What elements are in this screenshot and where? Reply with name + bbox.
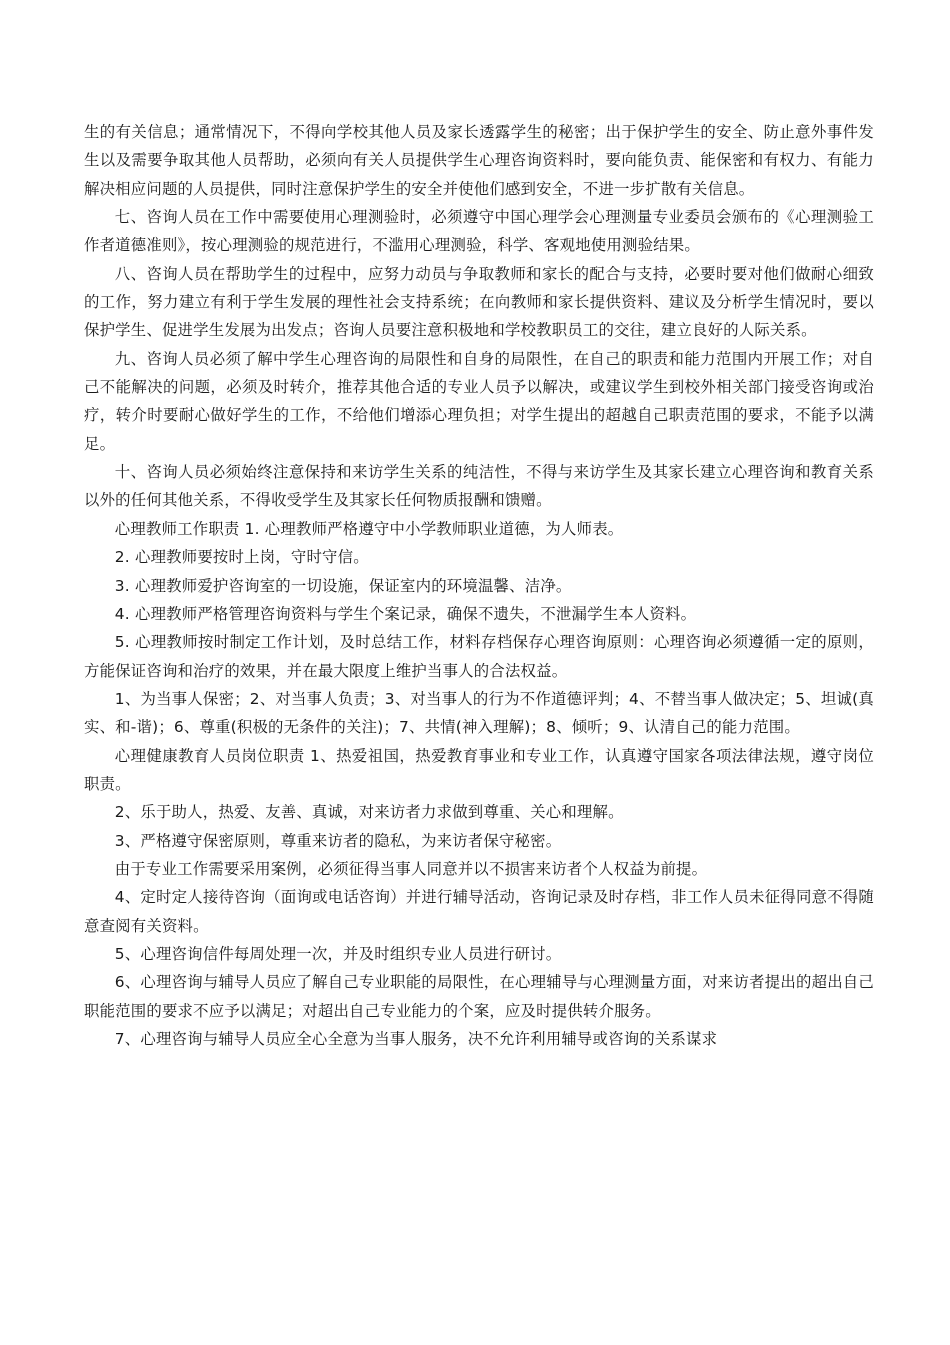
body-paragraph: 心理健康教育人员岗位职责 1、热爱祖国，热爱教育事业和专业工作，认真遵守国家各项法律法规，遵守岗位职责。 [84,746,874,793]
body-paragraph: 由于专业工作需要采用案例，必须征得当事人同意并以不损害来访者个人权益为前提。 [114,859,708,878]
body-paragraph: 7、心理咨询与辅导人员应全心全意为当事人服务，决不允许利用辅导或咨询的关系谋求 [114,1030,718,1048]
body-paragraph: 九、咨询人员必须了解中学生心理咨询的局限性和自身的局限性，在自己的职责和能力范围内开展工作；对自己不能解决的问题，必须及时转介，推荐其他合适的专业人员予以解决，或建议学生到校外相关部门接受咨询或治疗，转介时要耐心做好学生的工作，不给他们增添心理负担；对学生提出的超越自己职责范围的要求，不能予以满足。 [84,349,874,453]
body-paragraph: 生的有关信息；通常情况下，不得向学校其他人员及家长透露学生的秘密；出于保护学生的安全、防止意外事件发生以及需要争取其他人员帮助，必须向有关人员提供学生心理咨询资料时，要向能负责、能保密和有权力、有能力解决相应问题的人员提供，同时注意保护学生的安全并使他们感到安全，不进一步扩散有关信息。 [84,123,874,198]
body-paragraph: 6、心理咨询与辅导人员应了解自己专业职能的局限性，在心理辅导与心理测量方面，对来访者提出的超出自己职能范围的要求不应予以满足；对超出自己专业能力的个案，应及时提供转介服务。 [84,973,874,1020]
body-paragraph: 1、为当事人保密；2、对当事人负责；3、对当事人的行为不作道德评判；4、不替当事人做决定；5、坦诚(真实、和-谐)；6、尊重(积极的无条件的关注)；7、共情(神入理解)；8、倾听；9、认清自己的能力范围。 [84,689,874,737]
body-paragraph: 2、乐于助人，热爱、友善、真诚，对来访者力求做到尊重、关心和理解。 [114,803,624,822]
body-paragraph: 心理教师工作职责 1. 心理教师严格遵守中小学教师职业道德，为人师表。 [114,519,624,538]
body-paragraph: 5. 心理教师按时制定工作计划，及时总结工作，材料存档保存心理咨询原则：心理咨询必须遵循一定的原则，方能保证咨询和治疗的效果，并在最大限度上维护当事人的合法权益。 [84,633,874,680]
document-body [84,118,874,1053]
body-paragraph: 十、咨询人员必须始终注意保持和来访学生关系的纯洁性，不得与来访学生及其家长建立心理咨询和教育关系以外的任何其他关系，不得收受学生及其家长任何物质报酬和馈赠。 [84,463,874,510]
body-paragraph: 七、咨询人员在工作中需要使用心理测验时，必须遵守中国心理学会心理测量专业委员会颁布的《心理测验工作者道德准则》，按心理测验的规范进行，不滥用心理测验，科学、客观地使用测验结果。 [84,208,874,255]
body-paragraph: 4. 心理教师严格管理咨询资料与学生个案记录，确保不遗失，不泄漏学生本人资料。 [114,604,697,623]
body-paragraph: 八、咨询人员在帮助学生的过程中，应努力动员与争取教师和家长的配合与支持，必要时要对他们做耐心细致的工作，努力建立有利于学生发展的理性社会支持系统；在向教师和家长提供资料、建议及分析学生情况时，要以保护学生、促进学生发展为出发点；咨询人员要注意积极地和学校教职员工的交往，建立良好的人际关系。 [84,264,874,340]
body-paragraph: 5、心理咨询信件每周处理一次，并及时组织专业人员进行研讨。 [114,944,562,963]
body-paragraph: 4、定时定人接待咨询（面询或电话咨询）并进行辅导活动，咨询记录及时存档，非工作人员未征得同意不得随意查阅有关资料。 [84,888,874,935]
body-paragraph: 3、严格遵守保密原则，尊重来访者的隐私，为来访者保守秘密。 [114,831,562,850]
body-paragraph: 2. 心理教师要按时上岗，守时守信。 [114,548,369,567]
body-paragraph: 3. 心理教师爱护咨询室的一切设施，保证室内的环境温馨、洁净。 [114,576,572,595]
